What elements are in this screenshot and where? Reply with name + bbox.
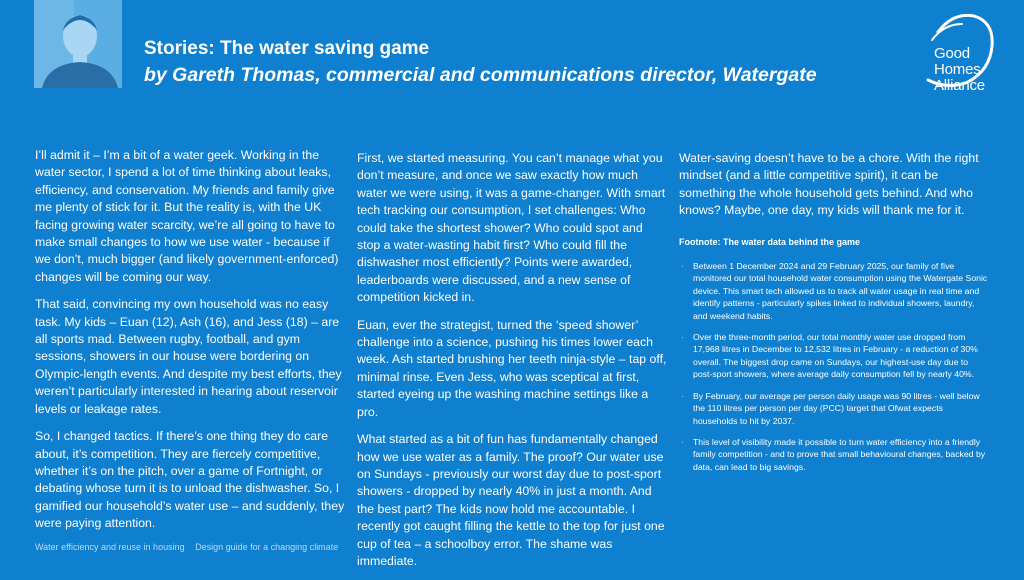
author-portrait-icon: [34, 0, 122, 88]
paragraph: That said, convincing my own household was no easy task. My kids – Euan (12), Ash (16), and Jess (18) – are all sports mad. Between rugby, football, and gym sessions, showers in our house were bordering on Olympic-length events. And despite my best efforts, they weren’t particularly interested in hearing about reservoir levels or leakage rates.: [35, 297, 342, 416]
footnote-item: · Between 1 December 2024 and 29 February 2025, our family of five monitored our total household water consumption using the Watergate Sonic device. This smart tech allowed us to track all water usage in real time and identify patterns - particularly spikes linked to individual showers, laundry, and weekend habits.: [679, 260, 989, 322]
logo-line-homes: Homes: [934, 61, 981, 78]
paragraph: Water-saving doesn’t have to be a chore. With the right mindset (and a little competitive spirit), it can be something the whole household gets behind. And who knows? Maybe, one day, my kids will thank me for it.: [679, 151, 979, 218]
logo-line-good: Good: [934, 45, 970, 62]
good-homes-alliance-logo: [908, 10, 998, 94]
paragraph: What started as a bit of fun has fundamentally changed how we use water as a family. The proof? Our water use on Sundays - previously our worst day due to post-sport showers - dropped by nearly 40% in just a month. And the best part? The kids now hold me accountable. I recently got caught filling the kettle to the top for just one cup of tea – a schoolboy error. The shame was immediate.: [357, 432, 665, 568]
footnote-list: [679, 260, 989, 473]
footnote-title: Footnote: The water data behind the game: [679, 236, 861, 247]
footnote-item: · By February, our average per person daily usage was 90 litres - well below the 110 litres per person per day (PCC) target that Ofwat expects households to hit by 2037.: [679, 390, 989, 427]
paragraph: I’ll admit it – I’m a bit of a water geek. Working in the water sector, I spend a lot of time thinking about leaks, efficiency, and conservation. My friends and family give me plenty of stick for it. But the reality is, with the UK facing growing water scarcity, we’re all going to have to make small changes to how we use water - because if we don’t, much bigger (and likely government-enforced) changes will be coming our way.: [35, 148, 339, 284]
footer-guide-label: Design guide for a changing climate: [195, 542, 339, 552]
paragraph: First, we started measuring. You can’t manage what you don’t measure, and once we saw exactly how much water we were using, it was a game-changer. With smart tech tracking our consumption, I set challenges: Who could take the shortest shower? Who could spot and stop a water-wasting habit first? Who could fill the dishwasher most efficiently? Points were awarded, leaderboards were discussed, and a new sense of competition kicked in.: [357, 151, 666, 305]
paragraph: Euan, ever the strategist, turned the ‘speed shower’ challenge into a science, pushing his times lower each week. Ash started brushing her teeth ninja-style – tap off, minimal rinse. Even Jess, who was sceptical at first, started eyeing up the washing machine settings like a pro.: [357, 317, 667, 419]
article-column-2: [357, 150, 669, 580]
footer-section-label: Water efficiency and reuse in housing: [35, 542, 185, 552]
footnote-item: · Over the three-month period, our total monthly water use dropped from 17,968 litres in December to 12,532 litres in February - a reduction of 30% overall. The biggest drop came on Sundays, our highest-use day due to post-sport showers, where average daily consumption fell by nearly 40%.: [679, 331, 989, 381]
page-subtitle: by Gareth Thomas, commercial and communications director, Watergate: [144, 64, 817, 86]
author-photo: [34, 0, 122, 88]
footnote-item: · This level of visibility made it possible to turn water efficiency into a friendly family competition - and to prove that small behavioural changes, backed by data, can lead to big savings.: [679, 436, 989, 473]
paragraph: So, I changed tactics. If there’s one thing they do care about, it’s competition. They are fiercely competitive, whether it’s on the pitch, over a game of Fortnight, or debating whose turn it is to unload the dishwasher. So, I gamified our household’s water use – and suddenly, they were paying attention.: [35, 429, 345, 531]
logo-line-alliance: Alliance: [934, 77, 985, 94]
page-title: Stories: The water saving game: [144, 38, 430, 59]
article-column-3: [679, 150, 989, 482]
page-footer: [35, 542, 346, 552]
article-column-1: [35, 147, 345, 543]
